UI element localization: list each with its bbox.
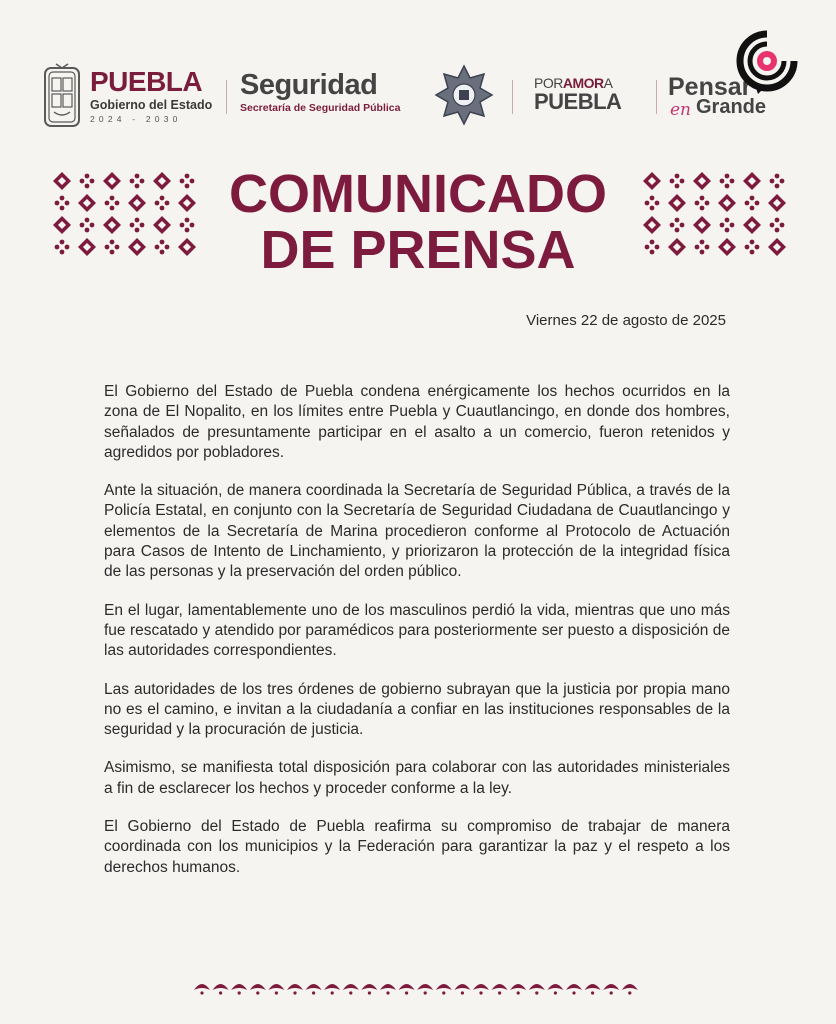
puebla-logo-title: PUEBLA [90,66,203,97]
body-paragraph: Asimismo, se manifiesta total disposición para colaborar con las autoridades ministeriales a fin de esclarecer los hechos y proceder conforme a la ley. [104,759,730,797]
pensar-en-word: en [670,100,692,120]
title-line-2: DE PRENSA [260,220,576,280]
title-line-1: COMUNICADO [229,164,607,224]
logo-divider [226,80,227,114]
press-release-date: Viernes 22 de agosto de 2025 [526,312,726,329]
body-paragraph: Las autoridades de los tres órdenes de gobierno subrayan que la justicia por propia mano no es el camino, e invitan a la ciudadanía a confiar en las instituciones responsables de la seguridad y la procuración de justicia. [104,680,730,739]
textile-pattern-right [640,170,790,260]
body-paragraph: En el lugar, lamentablemente uno de los masculinos perdió la vida, mientras que uno más fue rescatado y atendido por paramédicos para posteriormente ser puesto a disposición de las autoridades correspondientes. [104,601,730,660]
c-media-logo-icon [736,30,798,106]
body-paragraph: El Gobierno del Estado de Puebla reafirma su compromiso de trabajar de manera coordinada con los municipios y la Federación para garantizar la paz y el respeto a los derechos humanos. [104,818,730,876]
press-release-body [104,382,730,896]
puebla-logo-years: 2024 - 2030 [90,114,182,124]
logo-divider [512,80,513,114]
puebla-government-logo [90,68,212,125]
seguridad-logo-title: Seguridad [240,69,378,101]
footer-pattern-band [192,976,642,996]
puebla-logo-subtitle: Gobierno del Estado [90,98,213,112]
seguridad-logo [240,70,400,115]
header-logos [40,58,800,134]
police-star-badge-icon [434,64,494,126]
por-amor-a-puebla-logo [534,76,644,113]
pensar-word: Pensar [668,73,752,101]
textile-pattern-left [50,170,200,260]
amor-logo-bottom: PUEBLA [534,89,622,114]
seguridad-logo-subtitle: Secretaría de Seguridad Pública [240,102,401,114]
logo-divider [656,80,657,114]
page-title [180,166,656,278]
amor-por: POR [534,75,563,91]
body-paragraph: Ante la situación, de manera coordinada la Secretaría de Seguridad Pública, a través de la Policía Estatal, en conjunto con la Secretaría de Seguridad Ciudadana de Cuautlancingo y elementos de la Secretaría de Marina procedieron conforme al Protocolo de Actuación para Casos de Intento de Linchamiento, y priorizaron la protección de la integridad física de las personas y la preservación del orden público. [104,482,730,581]
amor-a: A [603,75,613,91]
puebla-shield-icon [42,62,82,130]
pensar-grande-word: Grande [696,96,767,118]
body-paragraph: El Gobierno del Estado de Puebla condena enérgicamente los hechos ocurridos en la zona de El Nopalito, en los límites entre Puebla y Cuautlancingo, en donde dos hombres, señalados de presuntamente participar en el asalto a un comercio, fueron retenidos y agredidos por pobladores. [104,383,730,461]
amor-amor: AMOR [562,75,604,91]
